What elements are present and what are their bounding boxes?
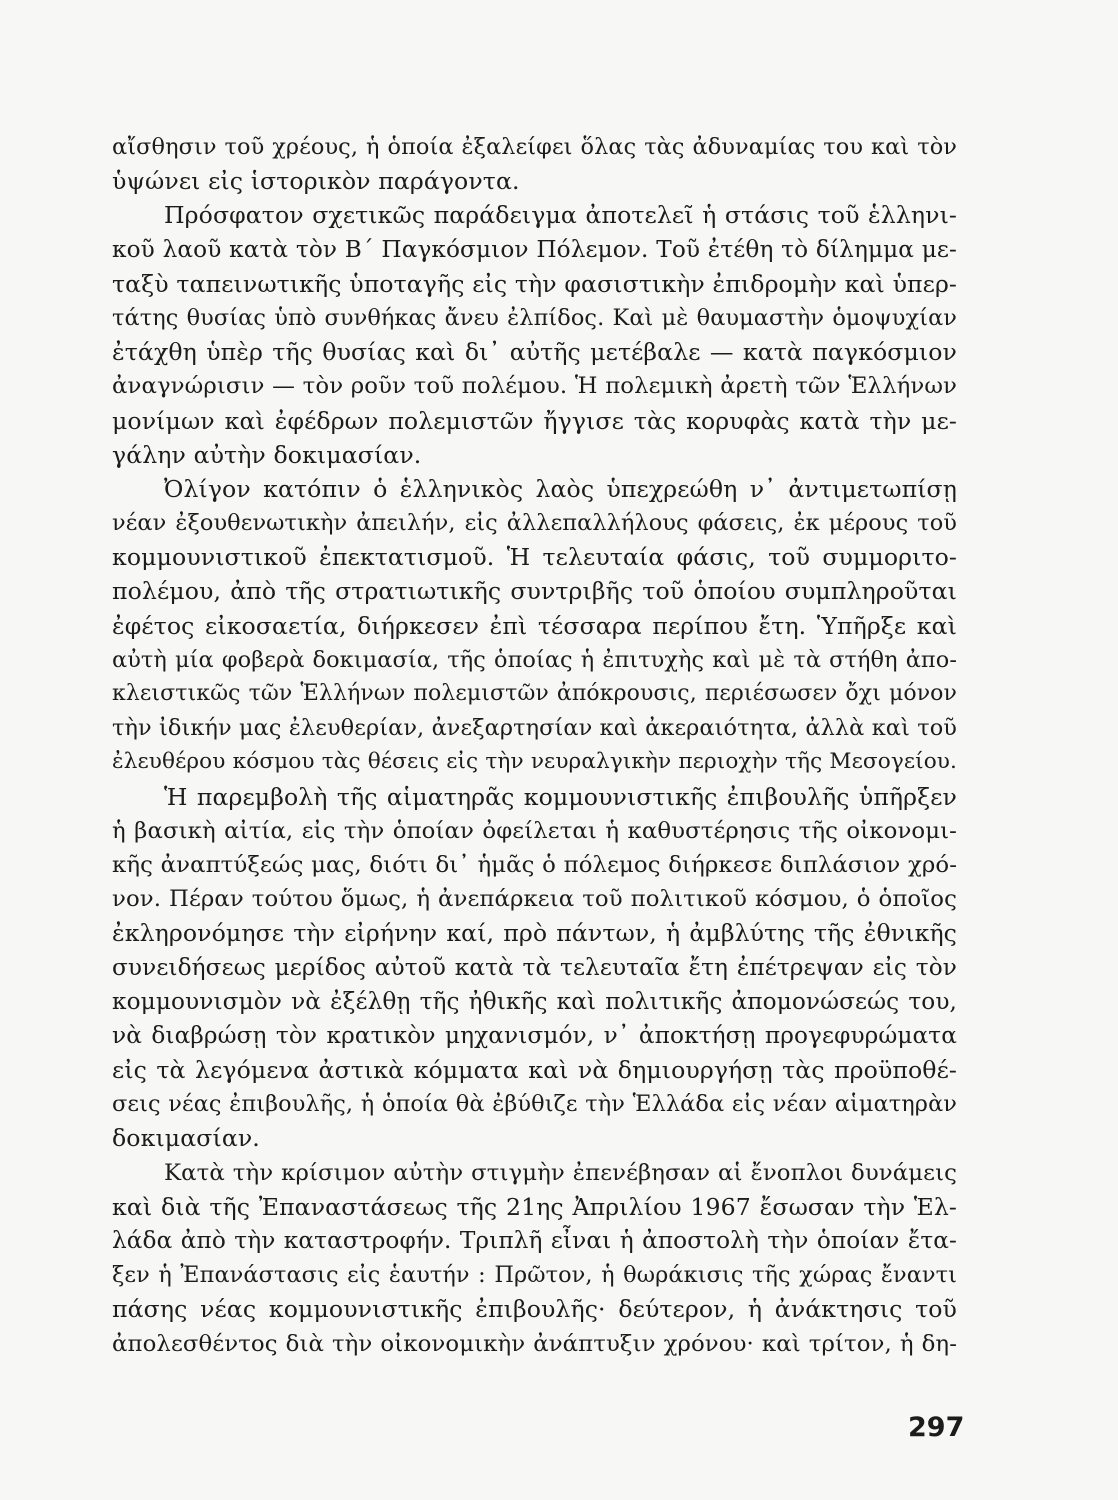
text-line: ἐκληρονόμησε τὴν εἰρήνην καί, πρὸ πάντων, ἡ ἀμβλύτης τῆς ἐθνικῆς [112,919,957,948]
text-line: τὴν ἰδικήν μας ἐλευθερίαν, ἀνεξαρτησίαν καὶ ἀκεραιότητα, ἀλλὰ καὶ τοῦ [112,715,957,742]
text-line: ἐλευθέρου κόσμου τὰς θέσεις εἰς τὴν νευραλγικὴν περιοχὴν τῆς Μεσογείου. [112,749,957,775]
text-line: Κατὰ τὴν κρίσιμον αὐτὴν στιγμὴν ἐπενέβησαν αἱ ἔνοπλοι δυνάμεις [164,1159,957,1186]
text-line: κῆς ἀναπτύξεώς μας, διότι δι᾽ ἡμᾶς ὁ πόλεμος διήρκεσε διπλάσιον χρό- [112,851,957,878]
text-line: αὐτὴ μία φοβερὰ δοκιμασία, τῆς ὁποίας ἡ ἐπιτυχὴς καὶ μὲ τὰ στήθη ἀπο- [112,646,957,673]
text-line: τάτης θυσίας ὑπὸ συνθήκας ἄνευ ἐλπίδος. Καὶ μὲ θαυμαστὴν ὁμοψυχίαν [112,304,957,331]
text-line: Ἡ παρεμβολὴ τῆς αἱματηρᾶς κομμουνιστικῆς ἐπιβουλῆς ὑπῆρξεν [164,782,957,811]
text-line: ἡ βασικὴ αἰτία, εἰς τὴν ὁποίαν ὀφείλεται ἡ καθυστέρησις τῆς οἰκονομι- [112,817,957,844]
text-line: ὑψώνει εἰς ἱστορικὸν παράγοντα. [112,167,520,196]
text-line: ταξὺ ταπεινωτικῆς ὑποταγῆς εἰς τὴν φασιστικὴν ἐπιδρομὴν καὶ ὑπερ- [112,269,957,298]
text-line: Ὀλίγον κατόπιν ὁ ἑλληνικὸς λαὸς ὑπεχρεώθη ν᾽ ἀντιμετωπίσῃ [164,474,957,503]
text-line: κοῦ λαοῦ κατὰ τὸν Β΄ Παγκόσμιον Πόλεμον. Τοῦ ἐτέθη τὸ δίλημμα με- [112,235,957,263]
text-line: ξεν ἡ Ἐπανάστασις εἰς ἑαυτήν : Πρῶτον, ἡ θωράκισις τῆς χώρας ἔναντι [112,1262,957,1289]
text-line: ἐτάχθη ὑπὲρ τῆς θυσίας καὶ δι᾽ αὐτῆς μετέβαλε — κατὰ παγκόσμιον [112,338,957,367]
text-line: δοκιμασίαν. [112,1124,260,1153]
text-line: καὶ διὰ τῆς Ἐπαναστάσεως τῆς 21ης Ἀπριλίου 1967 ἔσωσαν τὴν Ἑλ- [112,1192,957,1221]
text-line: μονίμων καὶ ἐφέδρων πολεμιστῶν ἤγγισε τὰς κορυφὰς κατὰ τὴν με- [112,406,957,435]
text-line: σεις νέας ἐπιβουλῆς, ἡ ὁποία θὰ ἐβύθιζε τὴν Ἑλλάδα εἰς νέαν αἱματηρὰν [112,1091,957,1118]
text-line: γάλην αὐτὴν δοκιμασίαν. [112,440,422,469]
text-line: κομμουνιστικοῦ ἐπεκτατισμοῦ. Ἡ τελευταία φάσις, τοῦ συμμοριτο- [112,543,957,572]
text-line: Πρόσφατον σχετικῶς παράδειγμα ἀποτελεῖ ἡ στάσις τοῦ ἑλληνι- [164,201,957,230]
text-line: αἴσθησιν τοῦ χρέους, ἡ ὁποία ἐξαλείφει ὅλας τὰς ἀδυναμίας του καὶ τὸν [112,134,957,160]
text-line: ἀπολεσθέντος διὰ τὴν οἰκονομικὴν ἀνάπτυξιν χρόνου· καὶ τρίτον, ἡ δη- [112,1330,957,1357]
text-line: κλειστικῶς τῶν Ἑλλήνων πολεμιστῶν ἀπόκρουσις, περιέσωσεν ὄχι μόνον [112,681,957,706]
text-line: λάδα ἀπὸ τὴν καταστροφήν. Τριπλῆ εἶναι ἡ ἀποστολὴ τὴν ὁποίαν ἔτα- [112,1227,957,1254]
page-body-text [112,130,957,1361]
text-line: ἀναγνώρισιν — τὸν ροῦν τοῦ πολέμου. Ἡ πολεμικὴ ἀρετὴ τῶν Ἑλλήνων [112,373,957,400]
text-line: νον. Πέραν τούτου ὅμως, ἡ ἀνεπάρκεια τοῦ πολιτικοῦ κόσμου, ὁ ὁποῖος [112,886,957,913]
text-line: συνειδήσεως μερίδος αὐτοῦ κατὰ τὰ τελευταῖα ἔτη ἐπέτρεψαν εἰς τὸν [112,953,957,981]
text-line: πολέμου, ἀπὸ τῆς στρατιωτικῆς συντριβῆς τοῦ ὁποίου συμπληροῦται [112,577,957,606]
text-line: νὰ διαβρώσῃ τὸν κρατικὸν μηχανισμόν, ν᾽ ἀποκτήσῃ προγεφυρώματα [112,1021,957,1049]
text-line: εἰς τὰ λεγόμενα ἀστικὰ κόμματα καὶ νὰ δημιουργήσῃ τὰς προϋποθέ- [112,1056,957,1085]
text-line: νέαν ἐξουθενωτικὴν ἀπειλήν, εἰς ἀλλεπαλλήλους φάσεις, ἐκ μέρους τοῦ [112,510,957,537]
text-line: κομμουνισμὸν νὰ ἐξέλθῃ τῆς ἠθικῆς καὶ πολιτικῆς ἀπομονώσεώς του, [112,987,957,1015]
text-line: πάσης νέας κομμουνιστικῆς ἐπιβουλῆς· δεύτερον, ἡ ἀνάκτησις τοῦ [112,1295,957,1324]
text-line: ἐφέτος εἰκοσαετία, διήρκεσεν ἐπὶ τέσσαρα περίπου ἔτη. Ὑπῆρξε καὶ [112,611,957,640]
page-number: 297 [908,1412,965,1443]
